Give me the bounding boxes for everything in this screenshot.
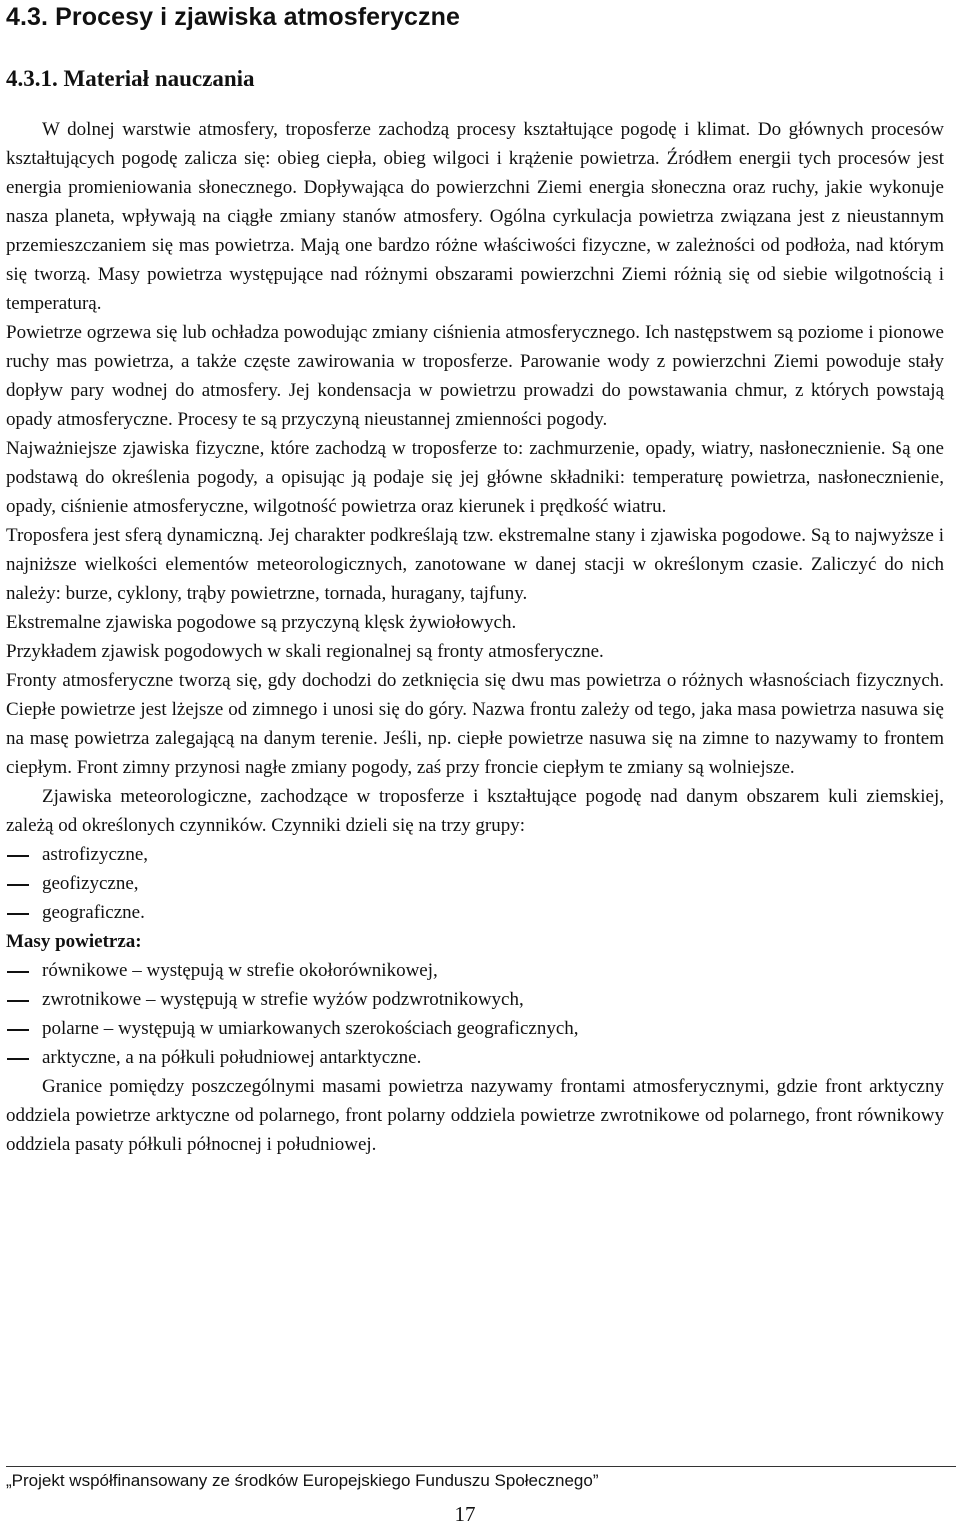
list-item: arktyczne, a na półkuli południowej antarktyczne. xyxy=(42,1047,422,1068)
factor-groups-list xyxy=(6,840,944,927)
footer-divider xyxy=(6,1466,956,1467)
list-item: geofizyczne, xyxy=(42,873,139,894)
page-title: 4.3. Procesy i zjawiska atmosferyczne xyxy=(6,3,460,31)
page-number: 17 xyxy=(454,1502,476,1526)
paragraph-air-mass-borders: Granice pomiędzy poszczególnymi masami powietrza nazywamy frontami atmosferycznymi, gdzie front arktyczny oddziela powietrze arktyczne od polarnego, front polarny oddziela powietrze zwrotnikowe od polarnego, front równikowy oddziela pasaty półkuli północnej i południowej. xyxy=(6,1076,944,1155)
body-text xyxy=(6,115,944,1159)
list-item: zwrotnikowe – występują w strefie wyżów podzwrotnikowych, xyxy=(42,989,524,1010)
paragraph-troposphere: Troposfera jest sferą dynamiczną. Jej charakter podkreślają tzw. ekstremalne stany i zjawiska pogodowe. Są to najwyższe i najniższe wielkości elementów meteorologicznych, zanotowane w danej stacji w określonym czasie. Zaliczyć do nich należy: burze, cyklony, trąby powietrzne, tornada, huragany, tajfuny. xyxy=(6,525,944,604)
section-subtitle: 4.3.1. Materiał nauczania xyxy=(6,66,255,91)
paragraph-disasters: Ekstremalne zjawiska pogodowe są przyczyną klęsk żywiołowych. xyxy=(6,612,517,633)
paragraph-fronts-intro: Przykładem zjawisk pogodowych w skali regionalnej są fronty atmosferyczne. xyxy=(6,641,604,662)
list-item: polarne – występują w umiarkowanych szerokościach geograficznych, xyxy=(42,1018,579,1039)
paragraph-pressure: Powietrze ogrzewa się lub ochładza powodując zmiany ciśnienia atmosferycznego. Ich następstwem są poziome i pionowe ruchy mas powietrza, a także częste zawirowania w troposferze. Parowanie wody z powierzchni Ziemi powoduje stały dopływ pary wodnej do atmosfery. Jej kondensacja w powietrzu prowadzi do powstawania chmur, z których powstają opady atmosferyczne. Procesy te są przyczyną nieustannej zmienności pogody. xyxy=(6,322,944,430)
paragraph-factors: Zjawiska meteorologiczne, zachodzące w troposferze i kształtujące pogodę nad danym obszarem kuli ziemskiej, zależą od określonych czynników. Czynniki dzieli się na trzy grupy: xyxy=(6,786,944,836)
list-item: astrofizyczne, xyxy=(42,844,149,865)
list-item: równikowe – występują w strefie okołorównikowej, xyxy=(42,960,438,981)
air-masses-heading: Masy powietrza: xyxy=(6,931,142,952)
paragraph-phenomena: Najważniejsze zjawiska fizyczne, które zachodzą w troposferze to: zachmurzenie, opady, wiatry, nasłonecznienie. Są one podstawą do określenia pogody, a opisując ją podaje się jej główne składniki: temperaturę powietrza, nasłonecznienie, opady, ciśnienie atmosferyczne, wilgotność powietrza oraz kierunek i prędkość wiatru. xyxy=(6,438,944,517)
list-item: geograficzne. xyxy=(42,902,145,923)
paragraph-fronts: Fronty atmosferyczne tworzą się, gdy dochodzi do zetknięcia się dwu mas powietrza o różnych własnościach fizycznych. Ciepłe powietrze jest lżejsze od zimnego i unosi się do góry. Nazwa frontu zależy od tego, jaka masa powietrza nasuwa się na masę powietrza zalegającą na danym terenie. Jeśli, np. ciepłe powietrze nasuwa się na zimne to nazywamy to frontem ciepłym. Front zimny przynosi nagłe zmiany pogody, zaś przy froncie ciepłym te zmiany są wolniejsze. xyxy=(6,670,944,778)
footer-note: „Projekt współfinansowany ze środków Europejskiego Funduszu Społecznego” xyxy=(6,1471,599,1490)
air-masses-list xyxy=(6,956,944,1072)
paragraph-intro: W dolnej warstwie atmosfery, troposferze zachodzą procesy kształtujące pogodę i klimat. Do głównych procesów kształtujących pogodę zalicza się: obieg ciepła, obieg wilgoci i krążenie powietrza. Źródłem energii tych procesów jest energia promieniowania słonecznego. Dopływająca do powierzchni Ziemi energia słoneczna oraz ruchy, jakie wykonuje nasza planeta, wpływają na ciągłe zmiany stanów atmosfery. Ogólna cyrkulacja powietrza związana jest z nieustannym przemieszczaniem się mas powietrza. Mają one bardzo różne właściwości fizyczne, w zależności od podłoża, nad którym się tworzą. Masy powietrza występujące nad różnymi obszarami powierzchni Ziemi różnią się od siebie wilgotnością i temperaturą. xyxy=(6,119,944,314)
